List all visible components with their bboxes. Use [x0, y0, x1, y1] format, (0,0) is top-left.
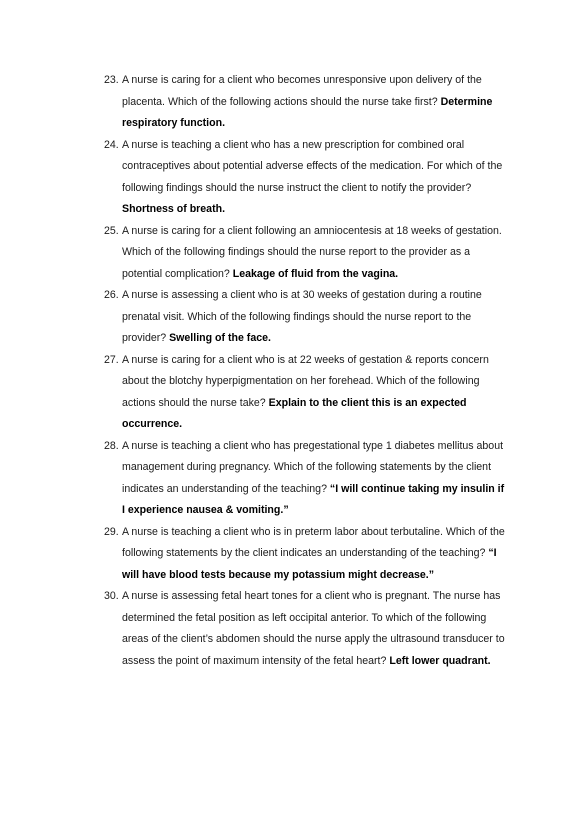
question-text: A nurse is caring for a client who becomes unresponsive upon delivery of the placenta. Which of the following actions should the nurse take first?	[122, 74, 482, 108]
question-number: 24.	[104, 138, 119, 151]
question-item	[0, 350, 578, 436]
question-text: A nurse is caring for a client following an amniocentesis at 18 weeks of gestation. Which of the following findings should the nurse report to the provider as a potential complication?	[122, 224, 502, 280]
question-answer: Shortness of breath.	[122, 203, 226, 215]
question-answer: Determine respiratory function.	[122, 95, 493, 129]
question-answer: “I will continue taking my insulin if I experience nausea & vomiting.”	[122, 482, 505, 516]
question-text: A nurse is teaching a client who has pregestational type 1 diabetes mellitus about management during pregnancy. Which of the following statements by the client indicates an understanding of the teaching?	[122, 439, 504, 495]
question-item	[0, 522, 578, 587]
question-item	[0, 285, 578, 350]
question-answer: Explain to the client this is an expected occurrence.	[122, 396, 467, 430]
question-number: 23.	[104, 74, 119, 86]
question-answer: Left lower quadrant.	[389, 654, 491, 667]
question-number: 29.	[104, 525, 119, 538]
question-number: 28.	[104, 439, 119, 452]
question-text: A nurse is assessing fetal heart tones for a client who is pregnant. The nurse has determined the fetal position as left occipital anterior. To which of the following areas of the client’s abdomen should the nurse apply the ultrasound transducer to assess the point of maximum intensity of the fetal heart?	[122, 590, 505, 667]
question-item	[0, 135, 578, 221]
question-item	[0, 70, 578, 135]
question-text: A nurse is teaching a client who has a new prescription for combined oral contraceptives about potential adverse effects of the medication. For which of the following findings should the nurse instruct the client to notify the provider?	[122, 138, 503, 194]
question-text: A nurse is teaching a client who is in preterm labor about terbutaline. Which of the following statements by the client indicates an understanding of the teaching?	[122, 525, 505, 559]
question-answer: “I will have blood tests because my potassium might decrease.”	[122, 547, 497, 581]
question-text: A nurse is assessing a client who is at 30 weeks of gestation during a routine prenatal visit. Which of the following findings should the nurse report to the provider?	[122, 289, 482, 344]
question-item	[0, 436, 578, 522]
question-list	[0, 70, 578, 672]
question-answer: Leakage of fluid from the vagina.	[232, 267, 399, 280]
question-answer: Swelling of the face.	[169, 332, 271, 344]
question-item	[0, 221, 578, 286]
question-number: 25.	[104, 224, 119, 237]
question-text: A nurse is caring for a client who is at 22 weeks of gestation & reports concern about the blotchy hyperpigmentation on her forehead. Which of the following actions should the nurse take?	[122, 353, 489, 409]
question-number: 30.	[104, 590, 119, 602]
question-number: 26.	[104, 289, 119, 301]
question-item	[0, 586, 578, 672]
question-number: 27.	[104, 353, 119, 366]
